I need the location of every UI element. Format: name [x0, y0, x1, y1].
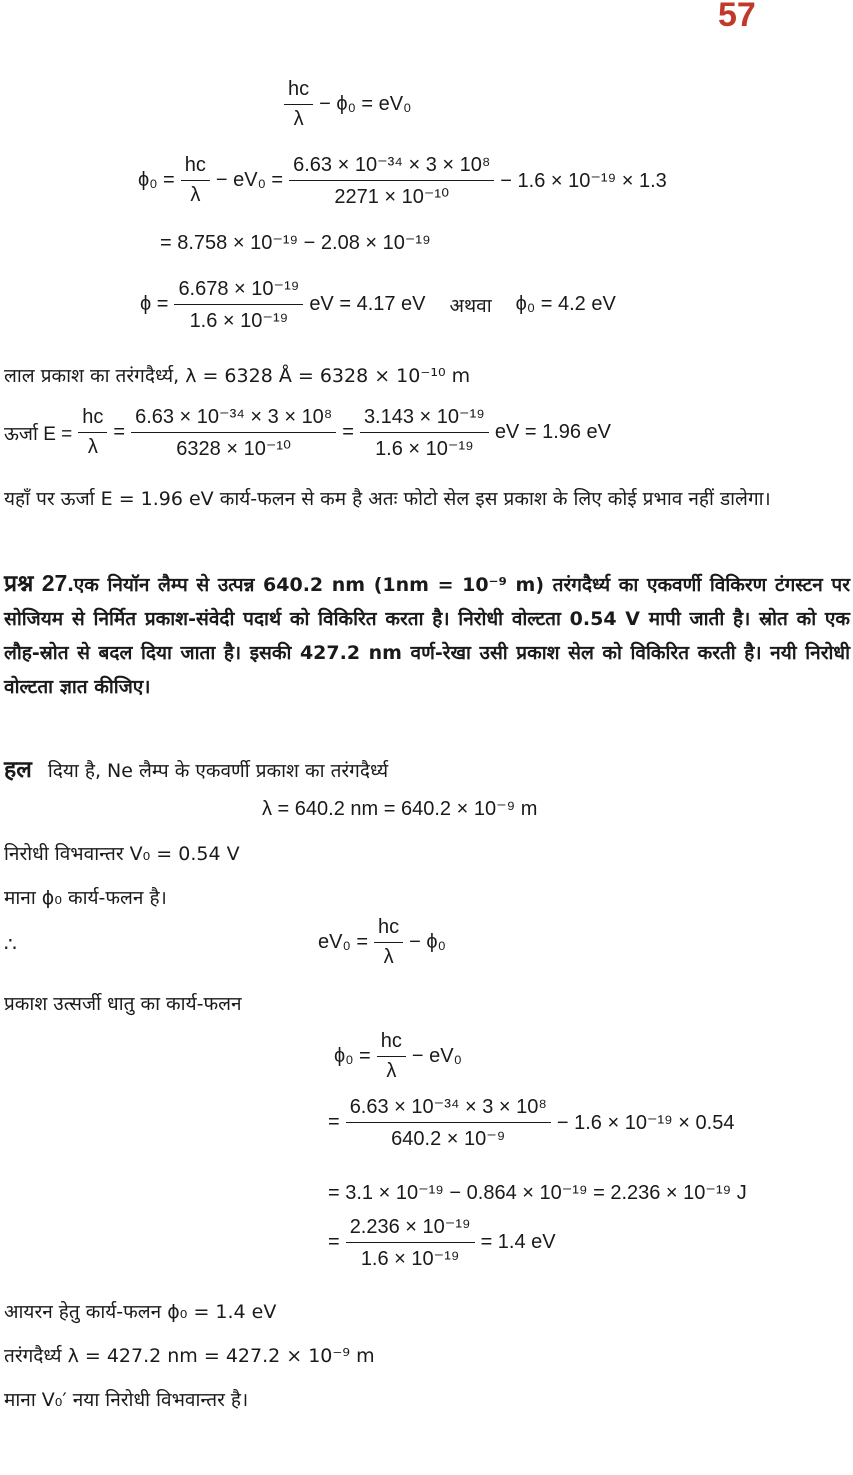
red-light-line: लाल प्रकाश का तरंगदैर्ध्य, λ = 6328 Å = 6328 × 10⁻¹⁰ m	[4, 365, 471, 387]
equation-6: λ = 640.2 nm = 640.2 × 10⁻⁹ m	[262, 798, 538, 820]
equation-9: = $\frac{\text{6.63 × 10⁻³⁴ × 3 × 10⁸}}{\text{640.2 × 10⁻⁹}}$ − 1.6 × 10⁻¹⁹ × 0.54	[328, 1096, 735, 1150]
new-stopping-voltage-line: माना V₀′ नया निरोधी विभवान्तर है।	[4, 1389, 249, 1411]
question-text: एक नियॉन लैम्प से उत्पन्न 640.2 nm (1nm = 10⁻⁹ m) तरंगदैर्ध्य का एकवर्णी विकिरण टंगस्टन पर सोजियम से निर्मित प्रकाश-संवेदी पदार्थ को विकिरित करता है। निरोधी वोल्टता 0.54 V मापी जाती है। स्रोत को एक लौह-स्रोत से बदल दिया जाता है। इसकी 427.2 nm वर्ण-रेखा उसी प्रकाश सेल को विकिरित करती है। नयी निरोधी वोल्टता ज्ञात कीजिए।	[4, 574, 850, 698]
fraction: $\frac{hc}{\lambda}$	[284, 78, 313, 131]
solution-line	[4, 752, 388, 784]
iron-work-function-line: आयरन हेतु कार्य-फलन ϕ₀ = 1.4 eV	[4, 1301, 277, 1323]
work-function-assume-line: माना ϕ₀ कार्य-फलन है।	[4, 887, 167, 909]
solution-label: हल	[4, 756, 32, 782]
equation-3: = 8.758 × 10⁻¹⁹ − 2.08 × 10⁻¹⁹	[160, 232, 431, 254]
work-function-metal-line: प्रकाश उत्सर्जी धातु का कार्य-फलन	[4, 993, 242, 1015]
equation-1: $\frac{hc}{\lambda}$ − ϕ₀ = eV₀	[284, 78, 411, 131]
paragraph-conclusion: यहाँ पर ऊर्जा E = 1.96 eV कार्य-फलन से कम है अतः फोटो सेल इस प्रकाश के लिए कोई प्रभाव नहीं डालेगा।	[4, 488, 771, 510]
question-27	[4, 566, 850, 704]
question-label: प्रश्न 27.	[4, 570, 74, 596]
equation-7: eV₀ = $\frac{hc}{\lambda}$ − ϕ₀	[318, 916, 446, 968]
wavelength-line: तरंगदैर्ध्य λ = 427.2 nm = 427.2 × 10⁻⁹ m	[4, 1345, 375, 1367]
page-number: 57	[718, 0, 756, 34]
equation-5: ऊर्जा E = $\frac{hc}{\lambda}$ = $\frac{\text{6.63 × 10⁻³⁴ × 3 × 10⁸}}{\text{6328 × 10⁻¹⁰}}$ = $\frac{\text{3.143 × 10⁻¹⁹}}{\text{1.6 × 10⁻¹⁹}}$ eV = 1.96 eV	[4, 406, 612, 460]
equation-8: ϕ₀ = $\frac{hc}{\lambda}$ − eV₀	[334, 1030, 462, 1082]
stopping-voltage-line: निरोधी विभवान्तर V₀ = 0.54 V	[4, 843, 240, 865]
equation-10: = 3.1 × 10⁻¹⁹ − 0.864 × 10⁻¹⁹ = 2.236 × 10⁻¹⁹ J	[328, 1182, 747, 1204]
equation-4: ϕ = $\frac{\text{6.678 × 10⁻¹⁹}}{\text{1.6 × 10⁻¹⁹}}$ eV = 4.17 eV अथवा ϕ₀ = 4.2 eV	[140, 278, 616, 332]
therefore-symbol: ∴	[4, 934, 17, 956]
equation-11: = $\frac{\text{2.236 × 10⁻¹⁹}}{\text{1.6 × 10⁻¹⁹}}$ = 1.4 eV	[328, 1216, 556, 1270]
solution-text: दिया है, Ne लैम्प के एकवर्णी प्रकाश का तरंगदैर्ध्य	[47, 760, 389, 782]
equation-2: ϕ₀ = $\frac{hc}{\lambda}$ − eV₀ = $\frac{\text{6.63 × 10⁻³⁴ × 3 × 10⁸}}{\text{2271 × 10⁻¹⁰}}$ − 1.6 × 10⁻¹⁹ × 1.3	[138, 154, 667, 208]
